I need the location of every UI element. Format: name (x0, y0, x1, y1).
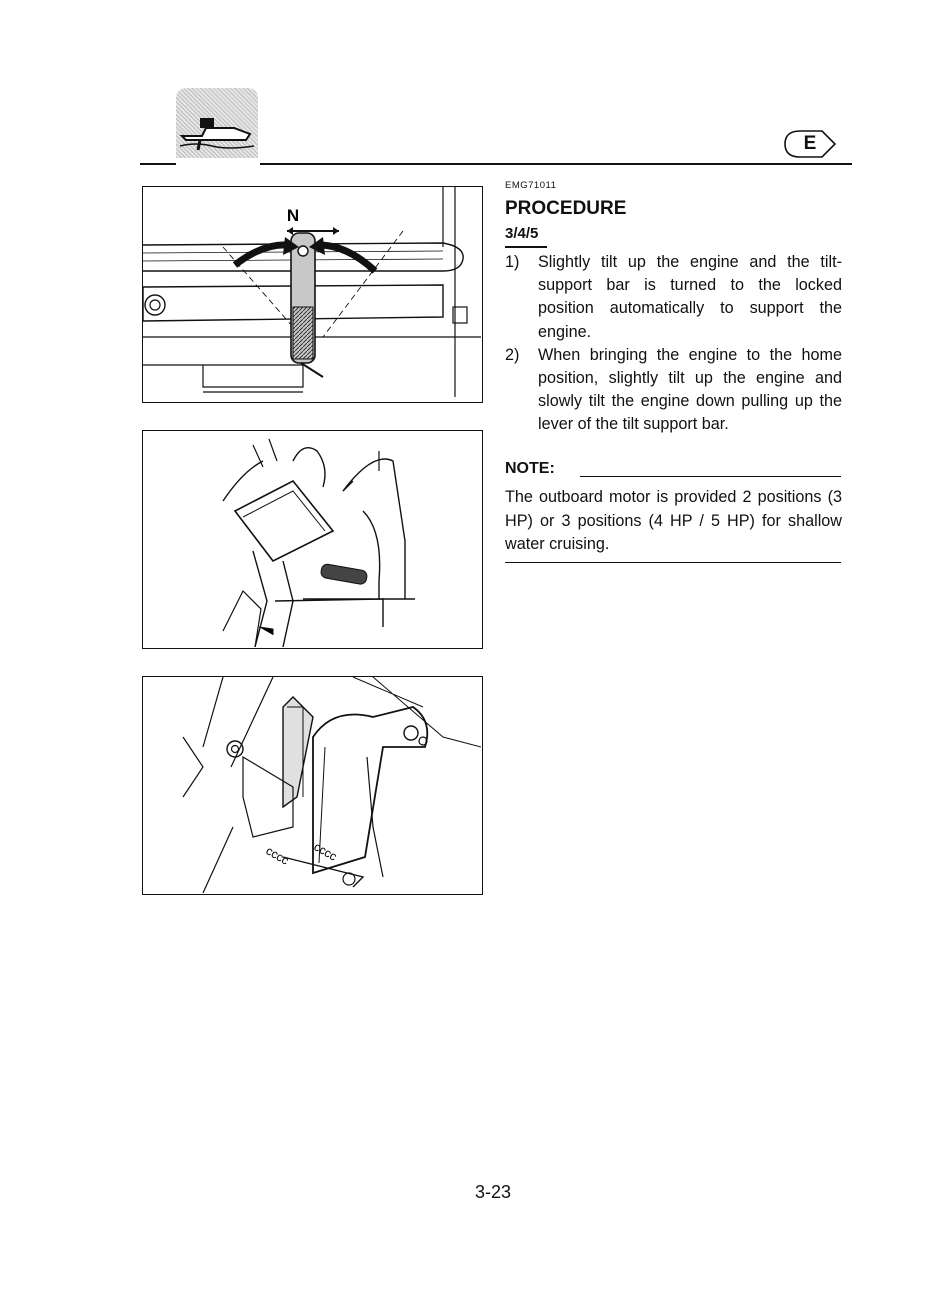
step-number: 2) (505, 345, 520, 364)
section-title: PROCEDURE (505, 198, 627, 219)
figure-label-n: N (286, 206, 300, 225)
step-text: When bringing the engine to the home position, slightly tilt up the engine and slowly tilt the engine down pulling up the lever of the tilt support bar. (538, 345, 842, 434)
tilt-mechanism-illustration (143, 677, 481, 893)
step-number: 1) (505, 253, 520, 271)
svg-text:cccc: cccc (311, 839, 340, 864)
model-underline (505, 246, 547, 248)
engine-tilt-illustration (143, 431, 481, 647)
note-rule (580, 476, 841, 477)
step-text: Slightly tilt up the engine and the tilt-support bar is turned to the locked position automatically to support the engine. (538, 253, 842, 341)
header-gap (176, 158, 260, 170)
outboard-boat-icon (176, 88, 258, 166)
procedure-steps (505, 251, 842, 437)
svg-text:cccc: cccc (263, 843, 292, 868)
note-label: NOTE: (505, 460, 555, 477)
language-badge-letter: E (803, 133, 817, 154)
procedure-step (505, 251, 842, 344)
figure-tilt-mechanism (142, 676, 483, 895)
note-text: The outboard motor is provided 2 positions (3 HP) or 3 positions (4 HP / 5 HP) for shallow water cruising. (505, 488, 842, 553)
language-badge (782, 128, 838, 160)
procedure-step (505, 344, 842, 437)
page-number: 3-23 (474, 1182, 512, 1202)
model-label: 3/4/5 (505, 225, 539, 242)
note-end-rule (505, 562, 841, 563)
figure-engine-tilt (142, 430, 483, 649)
figure-tilt-support-bar (142, 186, 483, 403)
document-code: EMG71011 (505, 180, 557, 191)
tilt-support-bar-illustration (143, 187, 481, 401)
